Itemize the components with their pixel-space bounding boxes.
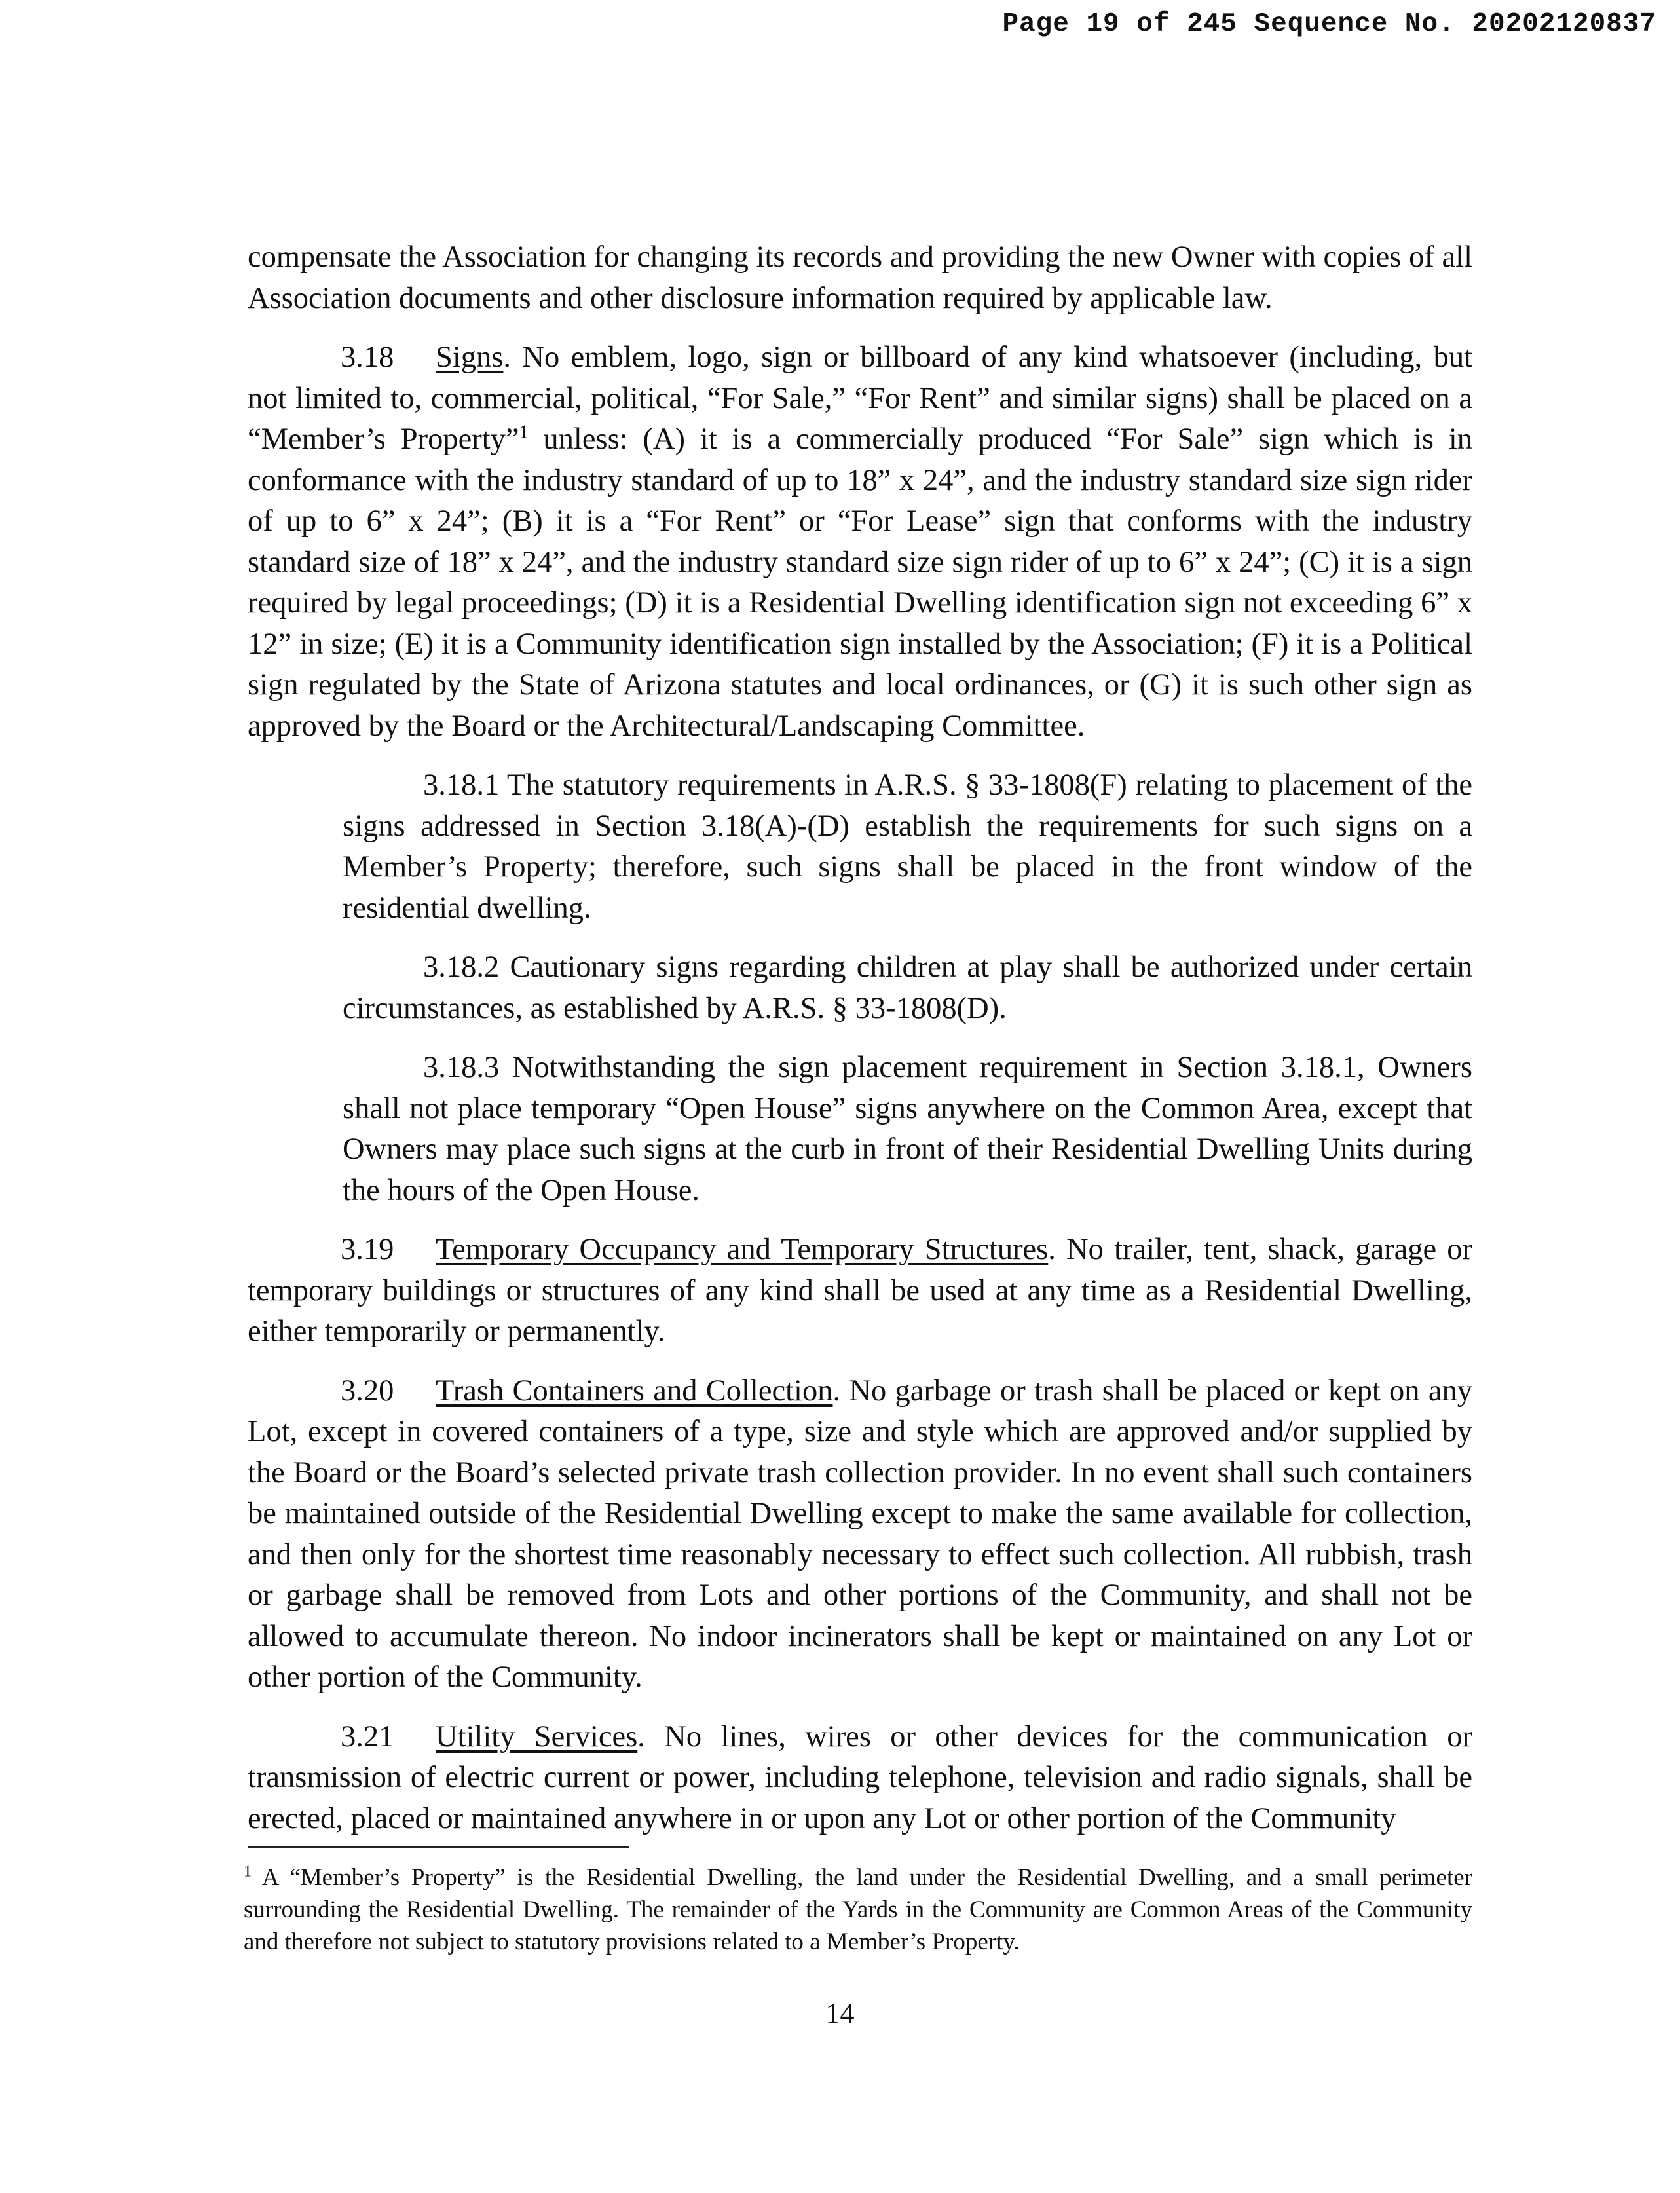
footnote-divider bbox=[248, 1846, 629, 1848]
section-number: 3.19 bbox=[341, 1233, 394, 1266]
section-text: . No trailer, tent, shack, garage or temporary buildings or structures of any kind shall be used at any time as a Residential Dwelling, either temporarily or permanently. bbox=[248, 1233, 1472, 1348]
section-text: . No lines, wires or other devices for the communication or transmission of electric current or power, including telephone, television and radio signals, shall be erected, placed or maintained anywhere in or upon any Lot or other portion of the Community bbox=[248, 1719, 1472, 1835]
footnote-marker: 1 bbox=[244, 1863, 252, 1881]
section-3-18-2: 3.18.2 Cautionary signs regarding children at play shall be authorized under certain circumstances, as established by A.R.S. § 33-1808(D). bbox=[343, 950, 1472, 1025]
section-text: . No emblem, logo, sign or billboard of any kind whatsoever (including, but not limited to, commercial, political, “For Sale,” “For Rent” and similar signs) shall be placed on a “Member’s Property” bbox=[248, 341, 1472, 456]
paragraph-continuation: compensate the Association for changing its records and providing the new Owner with copies of all Association documents and other disclosure information required by applicable law. bbox=[248, 240, 1472, 315]
section-3-20 bbox=[248, 1371, 1472, 1698]
section-3-18-1: 3.18.1 The statutory requirements in A.R.S. § 33-1808(F) relating to placement of the signs addressed in Section 3.18(A)-(D) establish the requirements for such signs on a Member’s Property; therefore, such signs shall be placed in the front window of the residential dwelling. bbox=[343, 768, 1472, 925]
section-3-18-3: 3.18.3 Notwithstanding the sign placement requirement in Section 3.18.1, Owners shall not place temporary “Open House” signs anywhere on the Common Area, except that Owners may place such signs at the curb in front of their Residential Dwelling Units during the hours of the Open House. bbox=[343, 1051, 1472, 1207]
section-heading: Temporary Occupancy and Temporary Structures bbox=[436, 1233, 1049, 1266]
footnote bbox=[244, 1862, 1472, 1958]
section-number: 3.18 bbox=[341, 341, 394, 374]
section-heading: Trash Containers and Collection bbox=[436, 1374, 833, 1408]
section-number: 3.20 bbox=[341, 1374, 394, 1408]
section-3-18 bbox=[248, 337, 1472, 747]
section-text: . No garbage or trash shall be placed or kept on any Lot, except in covered containers of a type, size and style which are approved and/or supplied by the Board or the Board’s selected private trash collection provider. In no event shall such containers be maintained outside of the Residential Dwelling except to make the same available for collection, and then only for the shortest time reasonably necessary to effect such collection. All rubbish, trash or garbage shall be removed from Lots and other portions of the Community, and shall not be allowed to accumulate thereon. No indoor incinerators shall be kept or maintained on any Lot or other portion of the Community. bbox=[248, 1374, 1472, 1694]
footnote-text: A “Member’s Property” is the Residential Dwelling, the land under the Residential Dwelling, and a small perimeter surrounding the Residential Dwelling. The remainder of the Yards in the Community are Common Areas of the Community and therefore not subject to statutory provisions related to a Member’s Property. bbox=[244, 1864, 1472, 1955]
section-heading: Signs bbox=[436, 341, 504, 374]
section-text-continued: unless: (A) it is a commercially produced “For Sale” sign which is in conformance with the industry standard of up to 18” x 24”, and the industry standard size sign rider of up to 6” x 24”; (B) it is a “For Rent” or “For Lease” sign that conforms with the industry standard size of 18” x 24”, and the industry standard size sign rider of up to 6” x 24”; (C) it is a sign required by legal proceedings; (D) it is a Residential Dwelling identification sign not exceeding 6” x 12” in size; (E) it is a Community identification sign installed by the Association; (F) it is a Political sign regulated by the State of Arizona statutes and local ordinances, or (G) it is such other sign as approved by the Board or the Architectural/Landscaping Committee. bbox=[248, 422, 1472, 743]
page-number: 14 bbox=[825, 1997, 855, 2029]
section-3-21 bbox=[248, 1717, 1472, 1840]
document-body bbox=[248, 237, 1472, 1858]
section-3-19 bbox=[248, 1229, 1472, 1353]
footnote-reference: 1 bbox=[519, 422, 529, 443]
section-number: 3.21 bbox=[341, 1719, 394, 1753]
page-header: Page 19 of 245 Sequence No. 20202120837 bbox=[1002, 9, 1656, 39]
section-heading: Utility Services bbox=[436, 1719, 638, 1753]
